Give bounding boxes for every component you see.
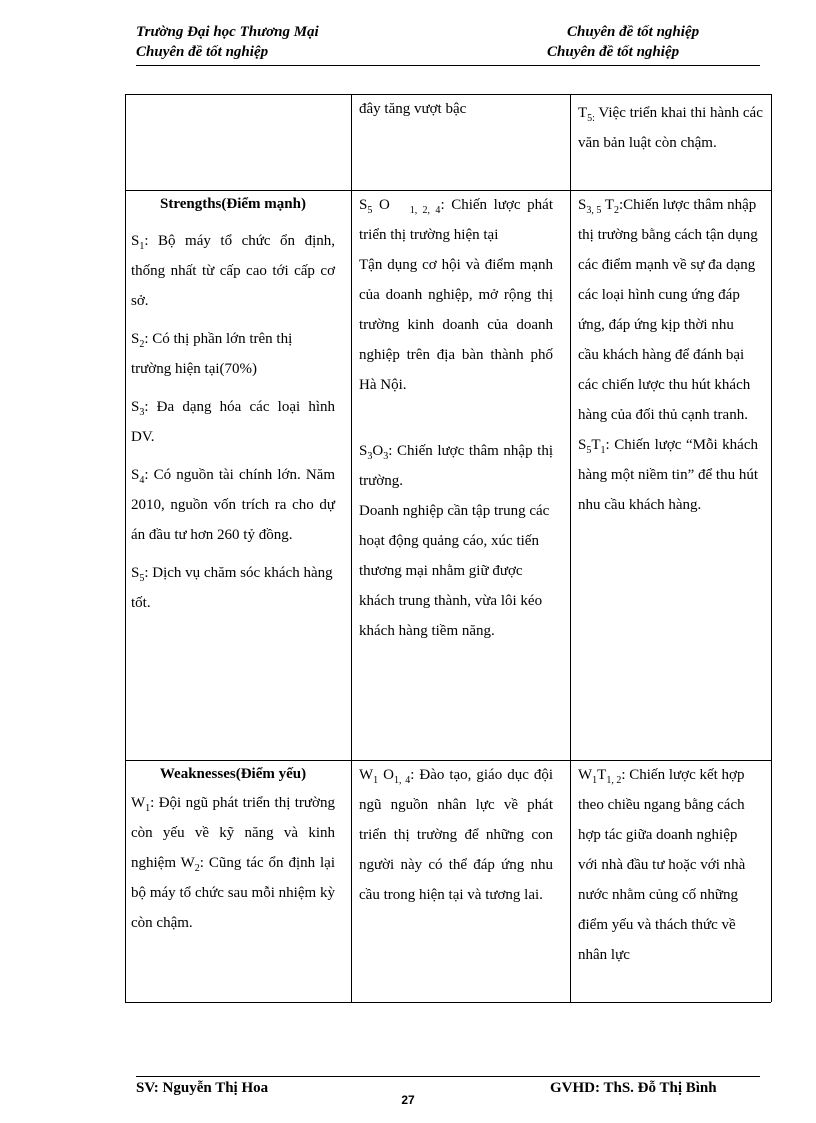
so-strategy-s3o3: $S_3O_3$: Chiến lược thâm nhập thị trường. [359, 443, 553, 489]
header-school: Trường Đại học Thương Mại [136, 24, 319, 40]
strength-s3: $S_3$: Đa dạng hóa các loại hình DV. [131, 399, 335, 445]
footer-rule [136, 1076, 760, 1077]
footer-advisor: GVHD: ThS. Đỗ Thị Bình [550, 1080, 717, 1096]
row0-col2-cell [359, 94, 563, 124]
st-strategy-cell [578, 190, 758, 520]
st-strategy-s35t2: $S_{3, 5}$ $T_2:Chiến$ lược thâm nhập thị trường bằng cách tận dụng các điểm mạnh về sự đa dạng các loại hình cung ứng đáp ứng, đáp ứng kịp thời nhu cầu khách hàng để đánh bại các chiến lược thu hút khách hàng của đối thủ cạnh tranh. [578, 197, 758, 423]
so-strategy-s5o: $S_5$ O $_{1, 2, 4}$: Chiến lược phát triển thị trường hiện tại [359, 197, 554, 243]
strengths-cell [131, 190, 335, 618]
weaknesses-cell [131, 760, 335, 938]
header-doc-type-right: Chuyên đề tốt nghiệp [547, 44, 680, 60]
wt-strategy-w1t: $W_1T_{1, 2}$: Chiến lược kết hợp theo chiều ngang bằng cách hợp tác giữa doanh nghiệp với nhà đầu tư hoặc với nhà nước nhằm củng cố những điểm yếu và thách thức về nhân lực [578, 767, 746, 963]
st-strategy-s5t1: $S_5T_1$: Chiến lược “Mỗi khách hàng một niềm tin” để thu hút nhu cầu khách hàng. [578, 437, 758, 513]
page-number: 27 [401, 1093, 415, 1107]
so-strategy-s5o-body: Tận dụng cơ hội và điểm mạnh của doanh nghiệp, mở rộng thị trường kinh doanh của doanh nghiệp trên địa bàn thành phố Hà Nội. [359, 257, 553, 393]
wt-strategy-cell [578, 760, 758, 970]
so-strategy-s3o3-body: Doanh nghiệp cần tập trung các hoạt động quảng cáo, xúc tiến thương mại nhằm giữ được khách trung thành, vừa lôi kéo khách hàng tiềm năng. [359, 503, 550, 639]
strengths-title: Strengths(Điểm mạnh) [160, 196, 306, 212]
wo-strategy-cell [359, 760, 553, 910]
weakness-w1-w2: $W_1$: Đội ngũ phát triển thị trường còn yếu về kỹ năng và kinh nghiệm $W_2$: Cũng tác ổn định lại bộ máy tổ chức sau mỗi nhiệm kỳ còn chậm. [131, 795, 335, 931]
wo-strategy-w1o: $W_1$ $O_{1, 4}$: Đào tạo, giáo dục đội ngũ nguồn nhân lực về phát triển thị trường để những con người này có thể đáp ứng nhu cầu trong hiện tại và tương lai. [359, 767, 553, 903]
header-doc-type-secondary: Chuyên đề tốt nghiệp [136, 44, 269, 60]
threat-t5: $T_{5:}$ Việc triển khai thi hành các văn bản luật còn chậm. [578, 105, 763, 151]
strength-s1: $S_1$: Bộ máy tổ chức ổn định, thống nhất từ cấp cao tới cấp cơ sở. [131, 233, 335, 309]
row0-col2-text: đây tăng vượt bậc [359, 101, 467, 117]
header-doc-type: Chuyên đề tốt nghiệp [567, 24, 700, 40]
footer-student: SV: Nguyễn Thị Hoa [136, 1080, 269, 1096]
strength-s4: $S_4$: Có nguồn tài chính lớn. Năm 2010, nguồn vốn trích ra cho dự án đầu tư hơn 260 tỷ đồng. [131, 467, 335, 543]
strength-s5: $S_5$: Dịch vụ chăm sóc khách hàng tốt. [131, 565, 333, 611]
strength-s2: $S_2$: Có thị phần lớn trên thị trường hiện tại(70%) [131, 331, 293, 377]
so-strategy-cell [359, 190, 553, 646]
row0-col3-cell [578, 98, 764, 158]
weaknesses-title: Weaknesses(Điểm yếu) [159, 766, 307, 782]
header-rule [136, 65, 760, 66]
